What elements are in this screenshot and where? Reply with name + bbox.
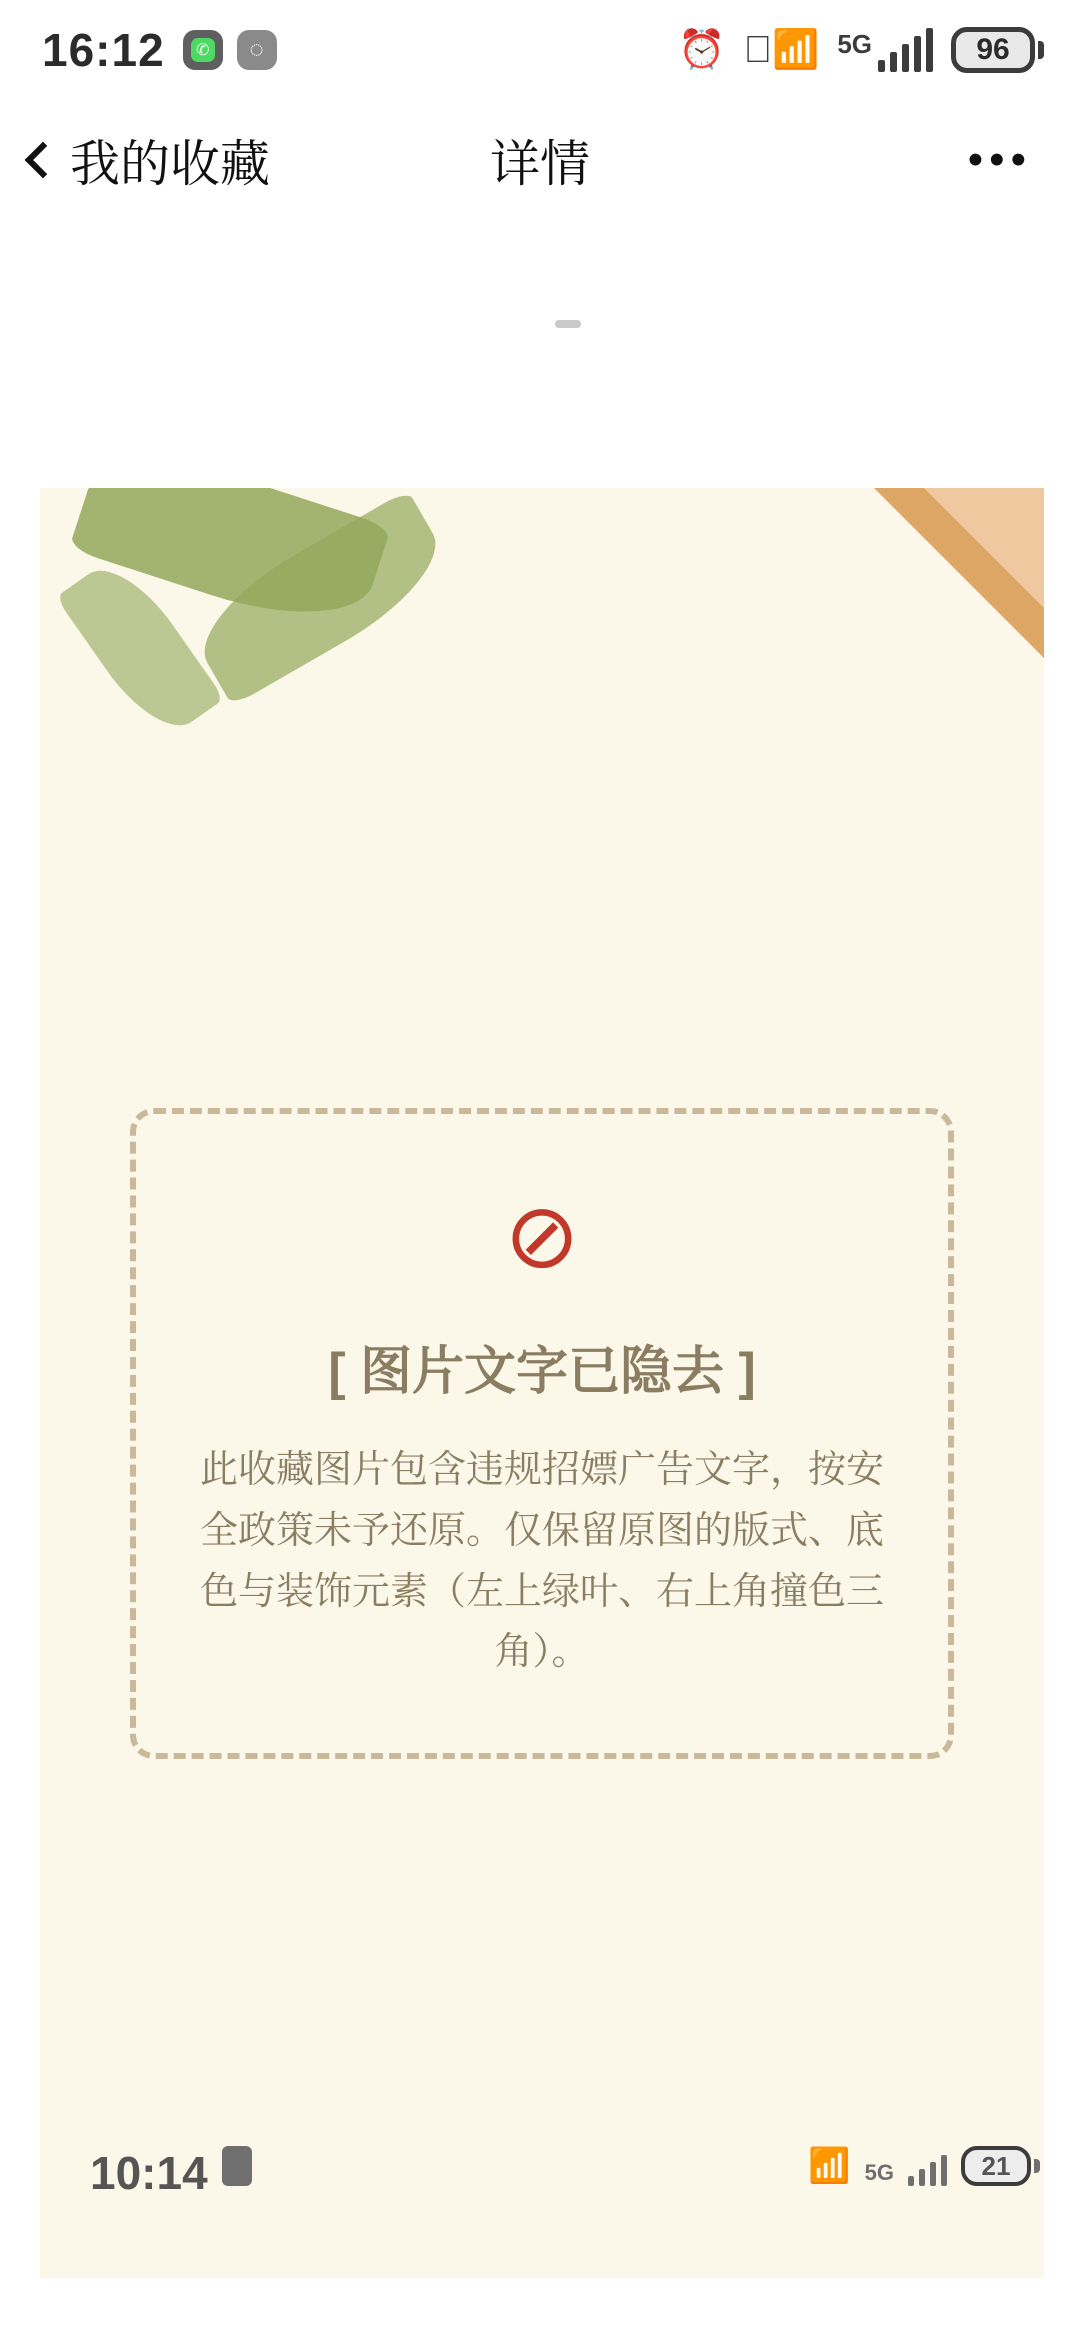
inner-battery-percent: 21 (961, 2146, 1031, 2186)
back-label: 我的收藏 (70, 136, 270, 192)
clock-time: 16:12 (42, 24, 165, 76)
inner-signal-bars-icon (908, 2155, 947, 2186)
status-bar-right (678, 27, 1044, 73)
page-title: 详情 (490, 136, 590, 192)
back-chevron-icon (25, 142, 62, 179)
redaction-title: [ 图片文字已隐去 ] (328, 1343, 756, 1401)
back-button[interactable] (30, 124, 270, 196)
detail-content (0, 220, 1080, 2210)
redaction-body: 此收藏图片包含违规招嫖广告文字，按安全政策未予还原。仅保留原图的版式、底色与装饰元素（左上绿叶、右上角撞色三角）。 (199, 1449, 884, 1674)
inner-status-bar-right (808, 2146, 1040, 2186)
inner-battery-tip (1034, 2159, 1040, 2173)
battery-icon (951, 27, 1044, 73)
notification-app-icons (183, 30, 277, 70)
favorited-image[interactable] (40, 488, 1044, 2278)
scroll-hint-mark (555, 320, 581, 328)
redacted-ad-placeholder (130, 1108, 954, 1759)
inner-notification-icon (222, 2146, 252, 2186)
more-options-button[interactable]: ••• (967, 135, 1032, 184)
corner-triangle-decoration-inner (924, 488, 1044, 608)
inner-network-type-label: 5G (864, 2160, 894, 2185)
status-bar (0, 0, 1080, 100)
inner-screenshot-status-bar (0, 2146, 1080, 2210)
signal-bars-icon (878, 28, 933, 72)
nav-bar (0, 100, 1080, 220)
prohibited-icon: ⊘ (504, 1187, 580, 1287)
network-type-label: 5G (837, 29, 872, 59)
wifi-icon: ​📶 (771, 29, 820, 71)
battery-percent: 96 (951, 27, 1035, 73)
cell-signal-icon (837, 28, 933, 72)
app-notification-icon: ◌ (237, 30, 277, 70)
alarm-icon: ⏰ (678, 29, 726, 71)
battery-tip (1038, 41, 1044, 59)
inner-clock-time: 10:14 (90, 2147, 208, 2199)
phone-call-notification-icon: ✆ (183, 30, 223, 70)
inner-battery-icon (961, 2146, 1040, 2186)
inner-wifi-icon: 📶 (808, 2147, 851, 2185)
